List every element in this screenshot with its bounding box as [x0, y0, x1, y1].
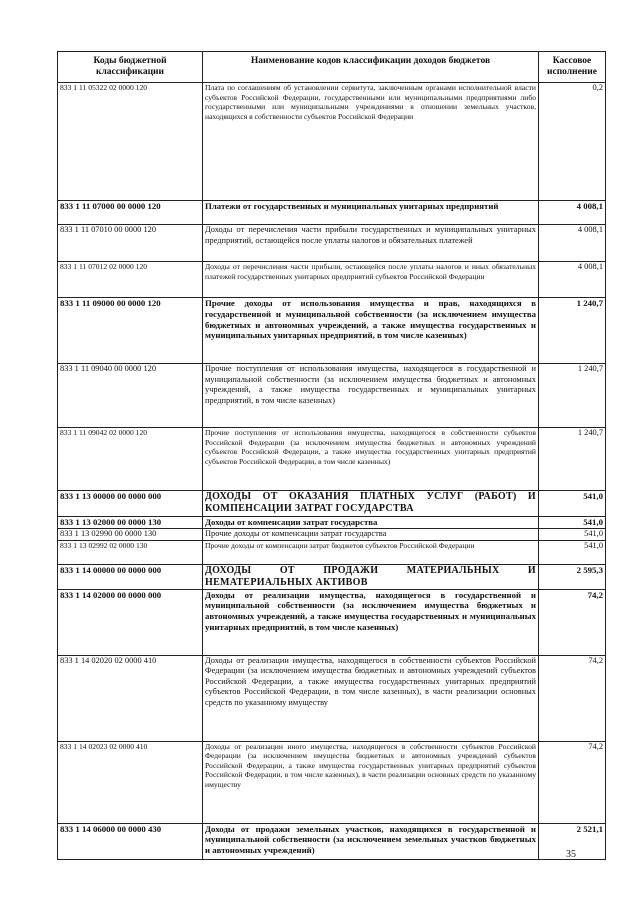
- table-row: [58, 491, 606, 517]
- row-value: 541,0: [539, 529, 606, 541]
- row-code: 833 1 11 09042 02 0000 120: [58, 428, 203, 491]
- header-codes: Коды бюджетной классификации: [58, 52, 203, 83]
- row-value: 4 008,1: [539, 201, 606, 225]
- row-code: 833 1 13 02990 00 0000 130: [58, 529, 203, 541]
- row-value: 541,0: [539, 491, 606, 517]
- table-row: [58, 589, 606, 655]
- row-value: 2 595,3: [539, 564, 606, 589]
- table-row: [58, 655, 606, 741]
- row-name: Доходы от перечисления части прибыли государственных и муниципальных унитарных предприятий, остающейся после уплаты налогов и обязательных платежей: [203, 225, 539, 262]
- row-value: 541,0: [539, 540, 606, 564]
- row-code: 833 1 13 02000 00 0000 130: [58, 517, 203, 529]
- row-code: 833 1 11 07010 00 0000 120: [58, 225, 203, 262]
- row-name: Прочие поступления от использования имущества, находящегося в собственности субъектов Российской Федерации (за исключением имущества бюджетных и автономных учреждений субъектов Российской Федерации, а также имущества государственных унитарных предприятий субъектов Российской Федерации, в том числе казенных): [203, 428, 539, 491]
- row-value: 0,2: [539, 83, 606, 201]
- document-page: [57, 51, 605, 860]
- row-code: 833 1 13 00000 00 0000 000: [58, 491, 203, 517]
- row-code: 833 1 11 07012 02 0000 120: [58, 262, 203, 298]
- row-code: 833 1 14 02000 00 0000 000: [58, 589, 203, 655]
- table-row: [58, 83, 606, 201]
- row-value: 74,2: [539, 655, 606, 741]
- row-name: Прочие доходы от компенсации затрат государства: [203, 529, 539, 541]
- row-code: 833 1 11 07000 00 0000 120: [58, 201, 203, 225]
- table-row: [58, 225, 606, 262]
- row-value: 74,2: [539, 589, 606, 655]
- row-name: ДОХОДЫ ОТ ОКАЗАНИЯ ПЛАТНЫХ УСЛУГ (РАБОТ) И КОМПЕНСАЦИИ ЗАТРАТ ГОСУДАРСТВА: [203, 491, 539, 517]
- table-row: [58, 564, 606, 589]
- table-row: [58, 298, 606, 364]
- row-name: Прочие доходы от компенсации затрат бюджетов субъектов Российской Федерации: [203, 540, 539, 564]
- header-value: Кассовое исполнение: [539, 52, 606, 83]
- table-row: [58, 428, 606, 491]
- table-body: [58, 83, 606, 860]
- row-name: Доходы от реализации имущества, находящегося в государственной и муниципальной собственности (за исключением имущества бюджетных и автономных учреждений, а также имущества государственных и муниципальных унитарных предприятий, в том числе казенных): [203, 589, 539, 655]
- row-code: 833 1 13 02992 02 0000 130: [58, 540, 203, 564]
- row-code: 833 1 11 09040 00 0000 120: [58, 364, 203, 428]
- row-value: 4 008,1: [539, 262, 606, 298]
- row-value: 541,0: [539, 517, 606, 529]
- row-name: Доходы от реализации иного имущества, находящегося в собственности субъектов Российской Федерации (за исключением имущества бюджетных и автономных учреждений субъектов Российской Федерации, а также имущества государственных унитарных предприятий субъектов Российской Федерации, в том числе казенных), в части реализации основных средств по указанному имуществу: [203, 741, 539, 823]
- row-value: 1 240,7: [539, 428, 606, 491]
- row-value: 2 521,1: [539, 823, 606, 859]
- table-row: [58, 823, 606, 859]
- budget-revenue-table: [57, 51, 606, 860]
- row-name: Плата по соглашениям об установлении сервитута, заключенным органами исполнительной власти субъектов Российской Федерации, государственными или муниципальными предприятиями либо государственными или муниципальными учреждениями в отношении земельных участков, находящихся в собственности субъектов Российской Федерации: [203, 83, 539, 201]
- table-row: [58, 517, 606, 529]
- row-name: Доходы от продажи земельных участков, находящихся в государственной и муниципальной собственности (за исключением земельных участков бюджетных и автономных учреждений): [203, 823, 539, 859]
- row-name: Платежи от государственных и муниципальных унитарных предприятий: [203, 201, 539, 225]
- row-name: Прочие доходы от использования имущества и прав, находящихся в государственной и муниципальной собственности (за исключением имущества бюджетных и автономных учреждений, а также имущества государственных и муниципальных унитарных предприятий, в том числе казенных): [203, 298, 539, 364]
- table-row: [58, 262, 606, 298]
- row-name: Прочие поступления от использования имущества, находящегося в государственной и муниципальной собственности (за исключением имущества бюджетных и автономных учреждений, а также имущества государственных и муниципальных унитарных предприятий, в том числе казенных): [203, 364, 539, 428]
- row-name: Доходы от компенсации затрат государства: [203, 517, 539, 529]
- header-name: Наименование кодов классификации доходов бюджетов: [203, 52, 539, 83]
- row-value: 1 240,7: [539, 364, 606, 428]
- row-code: 833 1 14 02023 02 0000 410: [58, 741, 203, 823]
- row-code: 833 1 11 09000 00 0000 120: [58, 298, 203, 364]
- row-name: Доходы от реализации имущества, находящегося в собственности субъектов Российской Федерации (за исключением имущества бюджетных и автономных учреждений субъектов Российской Федерации, а также имущества государственных унитарных предприятий субъектов Российской Федерации, в том числе казенных), в части реализации основных средств по указанному имуществу: [203, 655, 539, 741]
- row-code: 833 1 14 02020 02 0000 410: [58, 655, 203, 741]
- table-row: [58, 201, 606, 225]
- row-name: Доходы от перечисления части прибыли, остающейся после уплаты налогов и иных обязательных платежей государственных унитарных предприятий субъектов Российской Федерации: [203, 262, 539, 298]
- page-number: 35: [566, 849, 576, 860]
- table-header-row: [58, 52, 606, 83]
- table-row: [58, 741, 606, 823]
- row-value: 1 240,7: [539, 298, 606, 364]
- row-value: 74,2: [539, 741, 606, 823]
- row-value: 4 008,1: [539, 225, 606, 262]
- table-row: [58, 529, 606, 541]
- row-code: 833 1 11 05322 02 0000 120: [58, 83, 203, 201]
- row-code: 833 1 14 06000 00 0000 430: [58, 823, 203, 859]
- row-name: ДОХОДЫ ОТ ПРОДАЖИ МАТЕРИАЛЬНЫХ И НЕМАТЕРИАЛЬНЫХ АКТИВОВ: [203, 564, 539, 589]
- table-row: [58, 540, 606, 564]
- row-code: 833 1 14 00000 00 0000 000: [58, 564, 203, 589]
- table-row: [58, 364, 606, 428]
